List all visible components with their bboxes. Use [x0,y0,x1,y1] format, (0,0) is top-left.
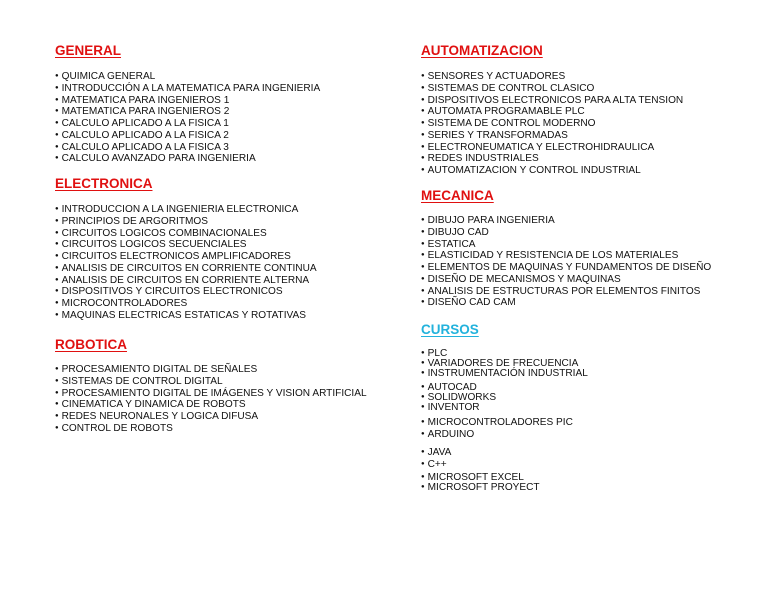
list-item: ● ESTATICA [421,239,711,251]
list-item: ● MATEMATICA PARA INGENIEROS 2 [55,106,320,118]
list-item: ● SOLIDWORKS [421,393,496,403]
list-item: ● ELECTRONEUMATICA Y ELECTROHIDRAULICA [421,142,683,154]
list-item: ● INVENTOR [421,403,496,413]
list-item: ● ANALISIS DE ESTRUCTURAS POR ELEMENTOS FINITOS [421,286,711,298]
list-item: ● MICROSOFT EXCEL [421,473,540,483]
list-item: ● MICROSOFT PROYECT [421,483,540,493]
electronica-list [55,204,317,322]
list-item: ● MAQUINAS ELECTRICAS ESTATICAS Y ROTATIVAS [55,310,317,322]
robotica-list [55,364,367,435]
cursos-group-programming [421,447,451,471]
list-item: ● PROCESAMIENTO DIGITAL DE IMÁGENES Y VISION ARTIFICIAL [55,388,367,400]
list-item: ● ANALISIS DE CIRCUITOS EN CORRIENTE CONTINUA [55,263,317,275]
list-item: ● VARIADORES DE FRECUENCIA [421,359,588,369]
list-item: ● SISTEMA DE CONTROL MODERNO [421,118,683,130]
list-item: ● AUTOMATA PROGRAMABLE PLC [421,106,683,118]
list-item: ● CONTROL DE ROBOTS [55,423,367,435]
list-item: ● ANALISIS DE CIRCUITOS EN CORRIENTE ALTERNA [55,275,317,287]
list-item: ● DISEÑO CAD CAM [421,297,711,309]
list-item: ● SENSORES Y ACTUADORES [421,71,683,83]
automatizacion-list [421,71,683,177]
list-item: ● QUIMICA GENERAL [55,71,320,83]
cursos-group-plc [421,349,588,378]
robotica-heading: ROBOTICA [55,337,127,352]
automatizacion-heading: AUTOMATIZACION [421,43,543,58]
list-item: ● DISPOSITIVOS Y CIRCUITOS ELECTRONICOS [55,286,317,298]
list-item: ● JAVA [421,447,451,459]
list-item: ● AUTOMATIZACION Y CONTROL INDUSTRIAL [421,165,683,177]
list-item: ● INTRODUCCIÓN A LA MATEMATICA PARA INGENIERIA [55,83,320,95]
mecanica-list [421,215,711,309]
list-item: ● MICROCONTROLADORES PIC [421,417,573,429]
list-item: ● CALCULO APLICADO A LA FISICA 3 [55,142,320,154]
list-item: ● INSTRUMENTACIÓN INDUSTRIAL [421,369,588,379]
list-item: ● REDES NEURONALES Y LOGICA DIFUSA [55,411,367,423]
list-item: ● CALCULO AVANZADO PARA INGENIERIA [55,153,320,165]
list-item: ● DISEÑO DE MECANISMOS Y MAQUINAS [421,274,711,286]
list-item: ● INTRODUCCION A LA INGENIERIA ELECTRONICA [55,204,317,216]
list-item: ● ELEMENTOS DE MAQUINAS Y FUNDAMENTOS DE DISEÑO [421,262,711,274]
list-item: ● CIRCUITOS LOGICOS COMBINACIONALES [55,228,317,240]
general-heading: GENERAL [55,43,122,58]
list-item: ● MICROCONTROLADORES [55,298,317,310]
list-item: ● CINEMATICA Y DINAMICA DE ROBOTS [55,399,367,411]
list-item: ● CALCULO APLICADO A LA FISICA 1 [55,118,320,130]
cursos-heading: CURSOS [421,322,479,337]
list-item: ● DISPOSITIVOS ELECTRONICOS PARA ALTA TENSION [421,95,683,107]
cursos-group-micro [421,417,573,441]
list-item: ● AUTOCAD [421,383,496,393]
list-item: ● CIRCUITOS LOGICOS SECUENCIALES [55,239,317,251]
list-item: ● PLC [421,349,588,359]
list-item: ● C++ [421,459,451,471]
list-item: ● PROCESAMIENTO DIGITAL DE SEÑALES [55,364,367,376]
general-list [55,71,320,165]
list-item: ● DIBUJO PARA INGENIERIA [421,215,711,227]
list-item: ● CIRCUITOS ELECTRONICOS AMPLIFICADORES [55,251,317,263]
list-item: ● DIBUJO CAD [421,227,711,239]
electronica-heading: ELECTRONICA [55,176,153,191]
list-item: ● SISTEMAS DE CONTROL DIGITAL [55,376,367,388]
list-item: ● REDES INDUSTRIALES [421,153,683,165]
list-item: ● CALCULO APLICADO A LA FISICA 2 [55,130,320,142]
list-item: ● SERIES Y TRANSFORMADAS [421,130,683,142]
list-item: ● ARDUINO [421,429,573,441]
list-item: ● ELASTICIDAD Y RESISTENCIA DE LOS MATERIALES [421,250,711,262]
list-item: ● PRINCIPIOS DE ARGORITMOS [55,216,317,228]
list-item: ● MATEMATICA PARA INGENIEROS 1 [55,95,320,107]
list-item: ● SISTEMAS DE CONTROL CLASICO [421,83,683,95]
mecanica-heading: MECANICA [421,188,494,203]
cursos-group-cad [421,383,496,412]
cursos-group-microsoft [421,473,540,493]
